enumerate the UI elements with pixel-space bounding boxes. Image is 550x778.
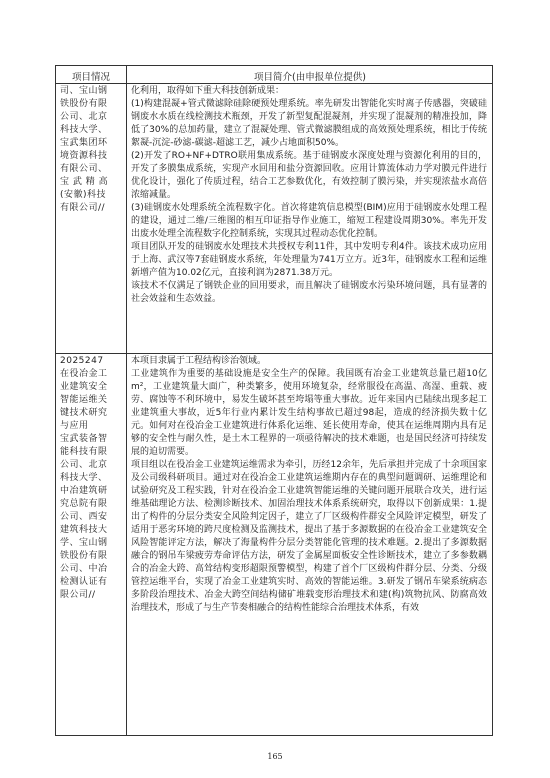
header-project-info: 项目情况 <box>71 72 110 83</box>
column-divider <box>126 66 127 735</box>
row1-project-summary: 化利用，取得如下重大科技创新成果： (1)构建混凝+管式微滤除硅除硬预处理系统。率先研发出智能化实时离子传感器，突破硅钢废水水质在线检测技术瓶颈，开发了新型复配混凝剂，并实现了混凝剂的精准投加，降低了30%的总加药量，建立了混凝处理、管式微滤膜组成的高效预处理系统，相比于传统絮凝-沉淀-砂滤-碳滤-超滤工艺，减少占地面积50%。 (2)开发了RO+NF+DTRO联用集成系统。基于硅钢废水深度处理与资源化利用的目的，开发了多膜集成系统，实现产水回用和盐分资源回收。应用计算流体动力学对膜元件进行优化设计，强化了传质过程，结合工艺参数优化，有效控制了膜污染，并实现浓盐水高倍浓缩减量。 (3)硅钢废水处理系统全流程数字化。首次将建筑信息模型(BIM)应用于硅钢废水处理工程的建设，通过二维/三维图的相互印证指导作业施工，缩短工程建设周期30%。率先开发出废水处理全流程数字化控制系统，实现其过程动态优化控制。 项目团队开发的硅钢废水处理技术共授权专利11件，其中发明专利4件。该技术成功应用于上海、武汉等7套硅钢废水系统，年处理量为741万立方。近3年，硅钢废水工程和运维新增产值为10.02亿元，直接利润为2871.38万元。 该技术不仅满足了钢铁企业的回用要求，而且解决了硅钢废水污染环境问题，具有显著的社会效益和生态效益。 <box>131 86 487 304</box>
page-number: 165 <box>267 752 283 761</box>
row-divider <box>56 353 492 354</box>
project-table <box>55 65 493 736</box>
header-divider <box>56 83 492 84</box>
row2-project-summary: 本项目隶属于工程结构诊治领域。 工业建筑作为重要的基础设施是安全生产的保障。我国既有冶金工业建筑总量已超10亿m²，工业建筑量大面广，种类繁多，使用环境复杂，经常服役在高温、高湿、重载、疲劳、腐蚀等不利环境中，易发生破坏甚至垮塌等重大事故。近年来国内已陆续出现多起工业建筑重大事故，近5年行业内累计发生结构事故已超过98起，造成的经济损失数十亿元。如何对在役冶金工业建筑进行体系化运维、延长使用寿命，使其在运维周期内具有足够的安全性与耐久性，是土木工程界的一项亟待解决的技术难题，也是国民经济可持续发展的迫切需要。 项目组以在役冶金工业建筑运维需求为牵引，历经12余年，先后承担并完成了十余项国家及公司级科研项目。通过对在役冶金工业建筑运维期内存在的典型问题调研、运维理论和试验研究及工程实践，针对在役冶金工业建筑智能运维的关键问题开展联合攻关，进行运维基础理论方法、检测诊断技术、加固治理技术体系系统研究，取得以下创新成果：1.提出了构件的分层分类安全风险判定因子，建立了厂区级构件群安全风险评定模型，研发了适用于恶劣环境的跨尺度检测及监测技术，提出了基于多源数据的在役冶金工业建筑安全风险智能评定方法，解决了海量构件分层分类智能化管理的技术难题。2.提出了多源数据融合的钢吊车梁疲劳寿命评估方法，研发了金属屋面板安全性诊断技术，建立了多参数耦合的冶金大跨、高耸结构变形超限预警模型，构建了首个厂区级构件群分层、分类、分级管控运维平台，实现了冶金工业建筑实时、高效的智能运维。3.研发了钢吊车梁系统病态多阶段治理技术、冶金大跨空间结构储矿堆载变形治理技术和建(构)筑物抗风、防腐高效治理技术，形成了与生产节奏相融合的结构性能综合治理技术体系，有效 <box>131 356 487 613</box>
header-project-summary: 项目简介(由申报单位提供) <box>254 72 366 83</box>
row2-project-info: 2025247 在役冶金工 业建筑安全 智能运维关 键技术研究 与应用 宝武装备智 能科技有限 公司、北京 科技大学、 中冶建筑研 究总院有限 公司、西安 建筑科技大 学、宝山钢 铁股份有限 公司、中冶 检测认证有 限公司// <box>60 356 108 600</box>
row1-project-info: 司、宝山钢 铁股份有限 公司、北京 科技大学、 宝武集团环 境资源科技 有限公司、 宝 武 精 高 (安徽)科技 有限公司// <box>60 86 109 213</box>
